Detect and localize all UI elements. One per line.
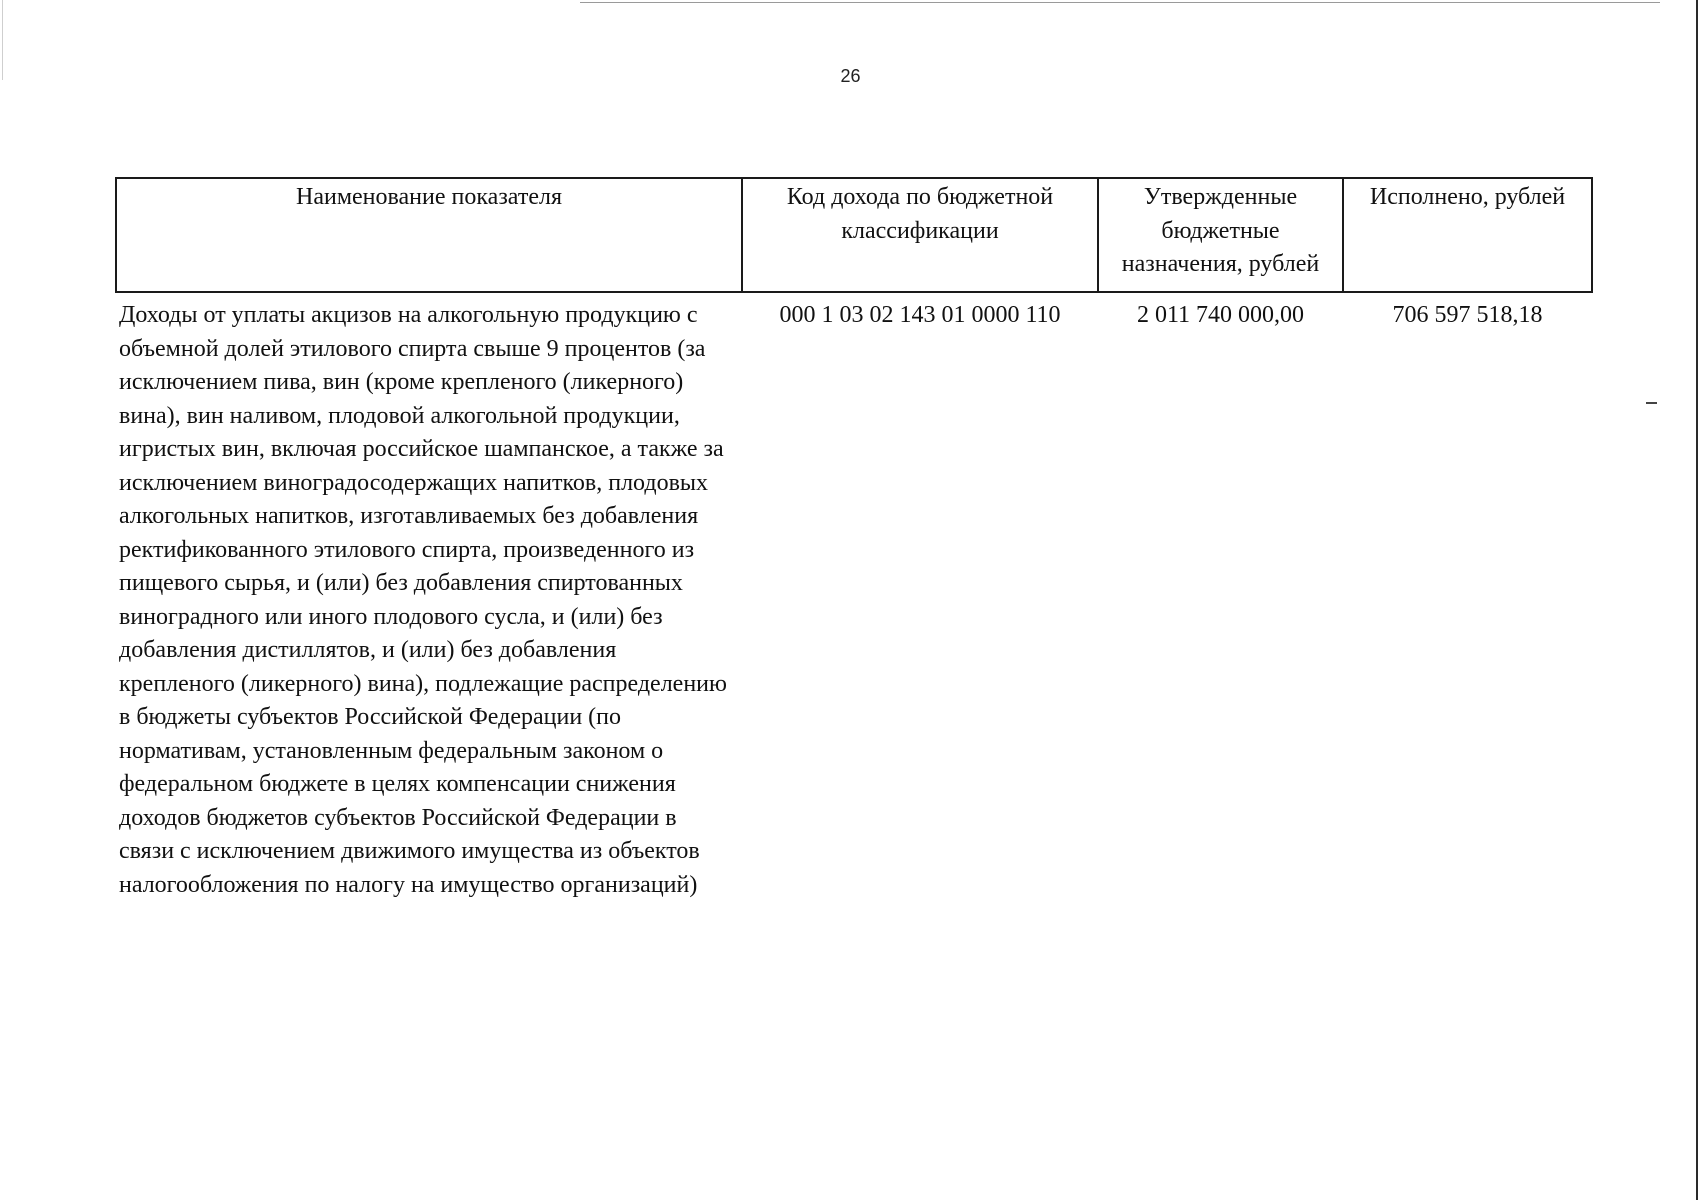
header-code: Код дохода по бюджетной классификации — [742, 178, 1098, 292]
table-row — [116, 292, 1592, 902]
row-executed-cell: 706 597 518,18 — [1392, 302, 1543, 328]
row-approved-cell: 2 011 740 000,00 — [1136, 302, 1305, 328]
budget-table — [115, 177, 1593, 902]
row-code-cell: 000 1 03 02 143 01 0000 110 — [779, 302, 1061, 328]
scan-edge-right — [1696, 0, 1698, 1200]
scan-mark — [1646, 402, 1657, 404]
page-number: 26 — [840, 66, 861, 86]
header-executed: Исполнено, рублей — [1343, 178, 1592, 292]
table-header-row — [116, 178, 1592, 292]
header-approved: Утвержденные бюджетные назначения, рублей — [1098, 178, 1343, 292]
scan-edge-top — [580, 2, 1660, 3]
header-name: Наименование показателя — [116, 178, 742, 292]
row-name-cell: Доходы от уплаты акцизов на алкогольную продукцию с объемной долей этилового спирта свыше 9 процентов (за исключением пива, вин (кроме крепленого (ликерного) вина), вин наливом, плодовой алкогольной продукции, игристых вин, включая российское шампанское, а также за исключением виноградосодержащих напитков, плодовых алкогольных напитков, изготавливаемых без добавления ректификованного этилового спирта, произведенного из пищевого сырья, и (или) без добавления спиртованных виноградного или иного плодового сусла, и (или) без добавления дистиллятов, и (или) без добавления крепленого (ликерного) вина), подлежащие распределению в бюджеты субъектов Российской Федерации (по нормативам, установленным федеральным законом о федеральном бюджете в целях компенсации снижения доходов бюджетов субъектов Российской Федерации в связи с исключением движимого имущества из объектов налогообложения по налогу на имущество организаций) — [119, 302, 727, 898]
